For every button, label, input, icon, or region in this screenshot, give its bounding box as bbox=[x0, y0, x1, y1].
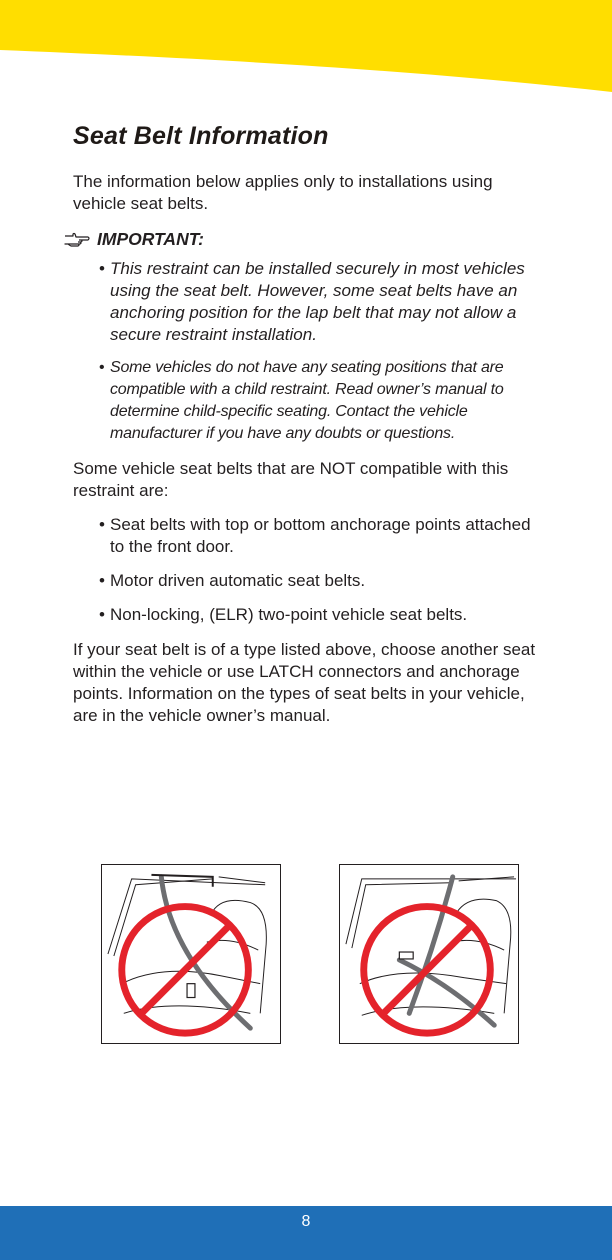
prohibited-icon bbox=[122, 907, 249, 1034]
section-title: Seat Belt Information bbox=[73, 122, 329, 150]
incompatible-belt-item: • Seat belts with top or bottom anchorage points attached to the front door. bbox=[99, 514, 543, 558]
buckle-tongue bbox=[187, 984, 195, 998]
motorized-belt-illustration bbox=[339, 864, 519, 1044]
incompatible-belt-item: • Motor driven automatic seat belts. bbox=[99, 570, 543, 592]
important-bullet: • This restraint can be installed securely in most vehicles using the seat belt. However, some seat belts have an anchoring position for the lap belt that may not allow a secure restraint installation. bbox=[99, 258, 543, 346]
pointing-hand-icon bbox=[63, 232, 91, 248]
car-interior-drawing bbox=[102, 865, 280, 1043]
door-mounted-belt-illustration bbox=[101, 864, 281, 1044]
advice-paragraph: If your seat belt is of a type listed above, choose another seat within the vehicle or use LATCH connectors and anchorage points. Information on the types of seat belts in your vehicle, are in the vehicle owner’s manual. bbox=[73, 640, 536, 725]
prohibited-icon bbox=[364, 907, 491, 1034]
header-band bbox=[0, 0, 612, 92]
important-label: IMPORTANT: bbox=[97, 229, 204, 249]
incompatible-belt-list bbox=[73, 514, 543, 626]
important-list bbox=[73, 258, 543, 445]
page-footer bbox=[0, 1206, 612, 1260]
car-interior-drawing bbox=[340, 865, 518, 1043]
buckle-tongue bbox=[399, 952, 413, 959]
section-intro: The information below applies only to installations using vehicle seat belts. bbox=[73, 172, 493, 213]
incompatible-intro: Some vehicle seat belts that are NOT compatible with this restraint are: bbox=[73, 459, 509, 500]
important-heading bbox=[63, 229, 543, 250]
incompatible-belt-item: • Non-locking, (ELR) two-point vehicle seat belts. bbox=[99, 604, 543, 626]
important-bullet: • Some vehicles do not have any seating positions that are compatible with a child restraint. Read owner’s manual to determine child-specific seating. Contact the vehicle manufacturer if you have any doubts or questions. bbox=[99, 357, 543, 445]
page-content bbox=[73, 122, 543, 727]
page-number: 8 bbox=[301, 1213, 311, 1230]
